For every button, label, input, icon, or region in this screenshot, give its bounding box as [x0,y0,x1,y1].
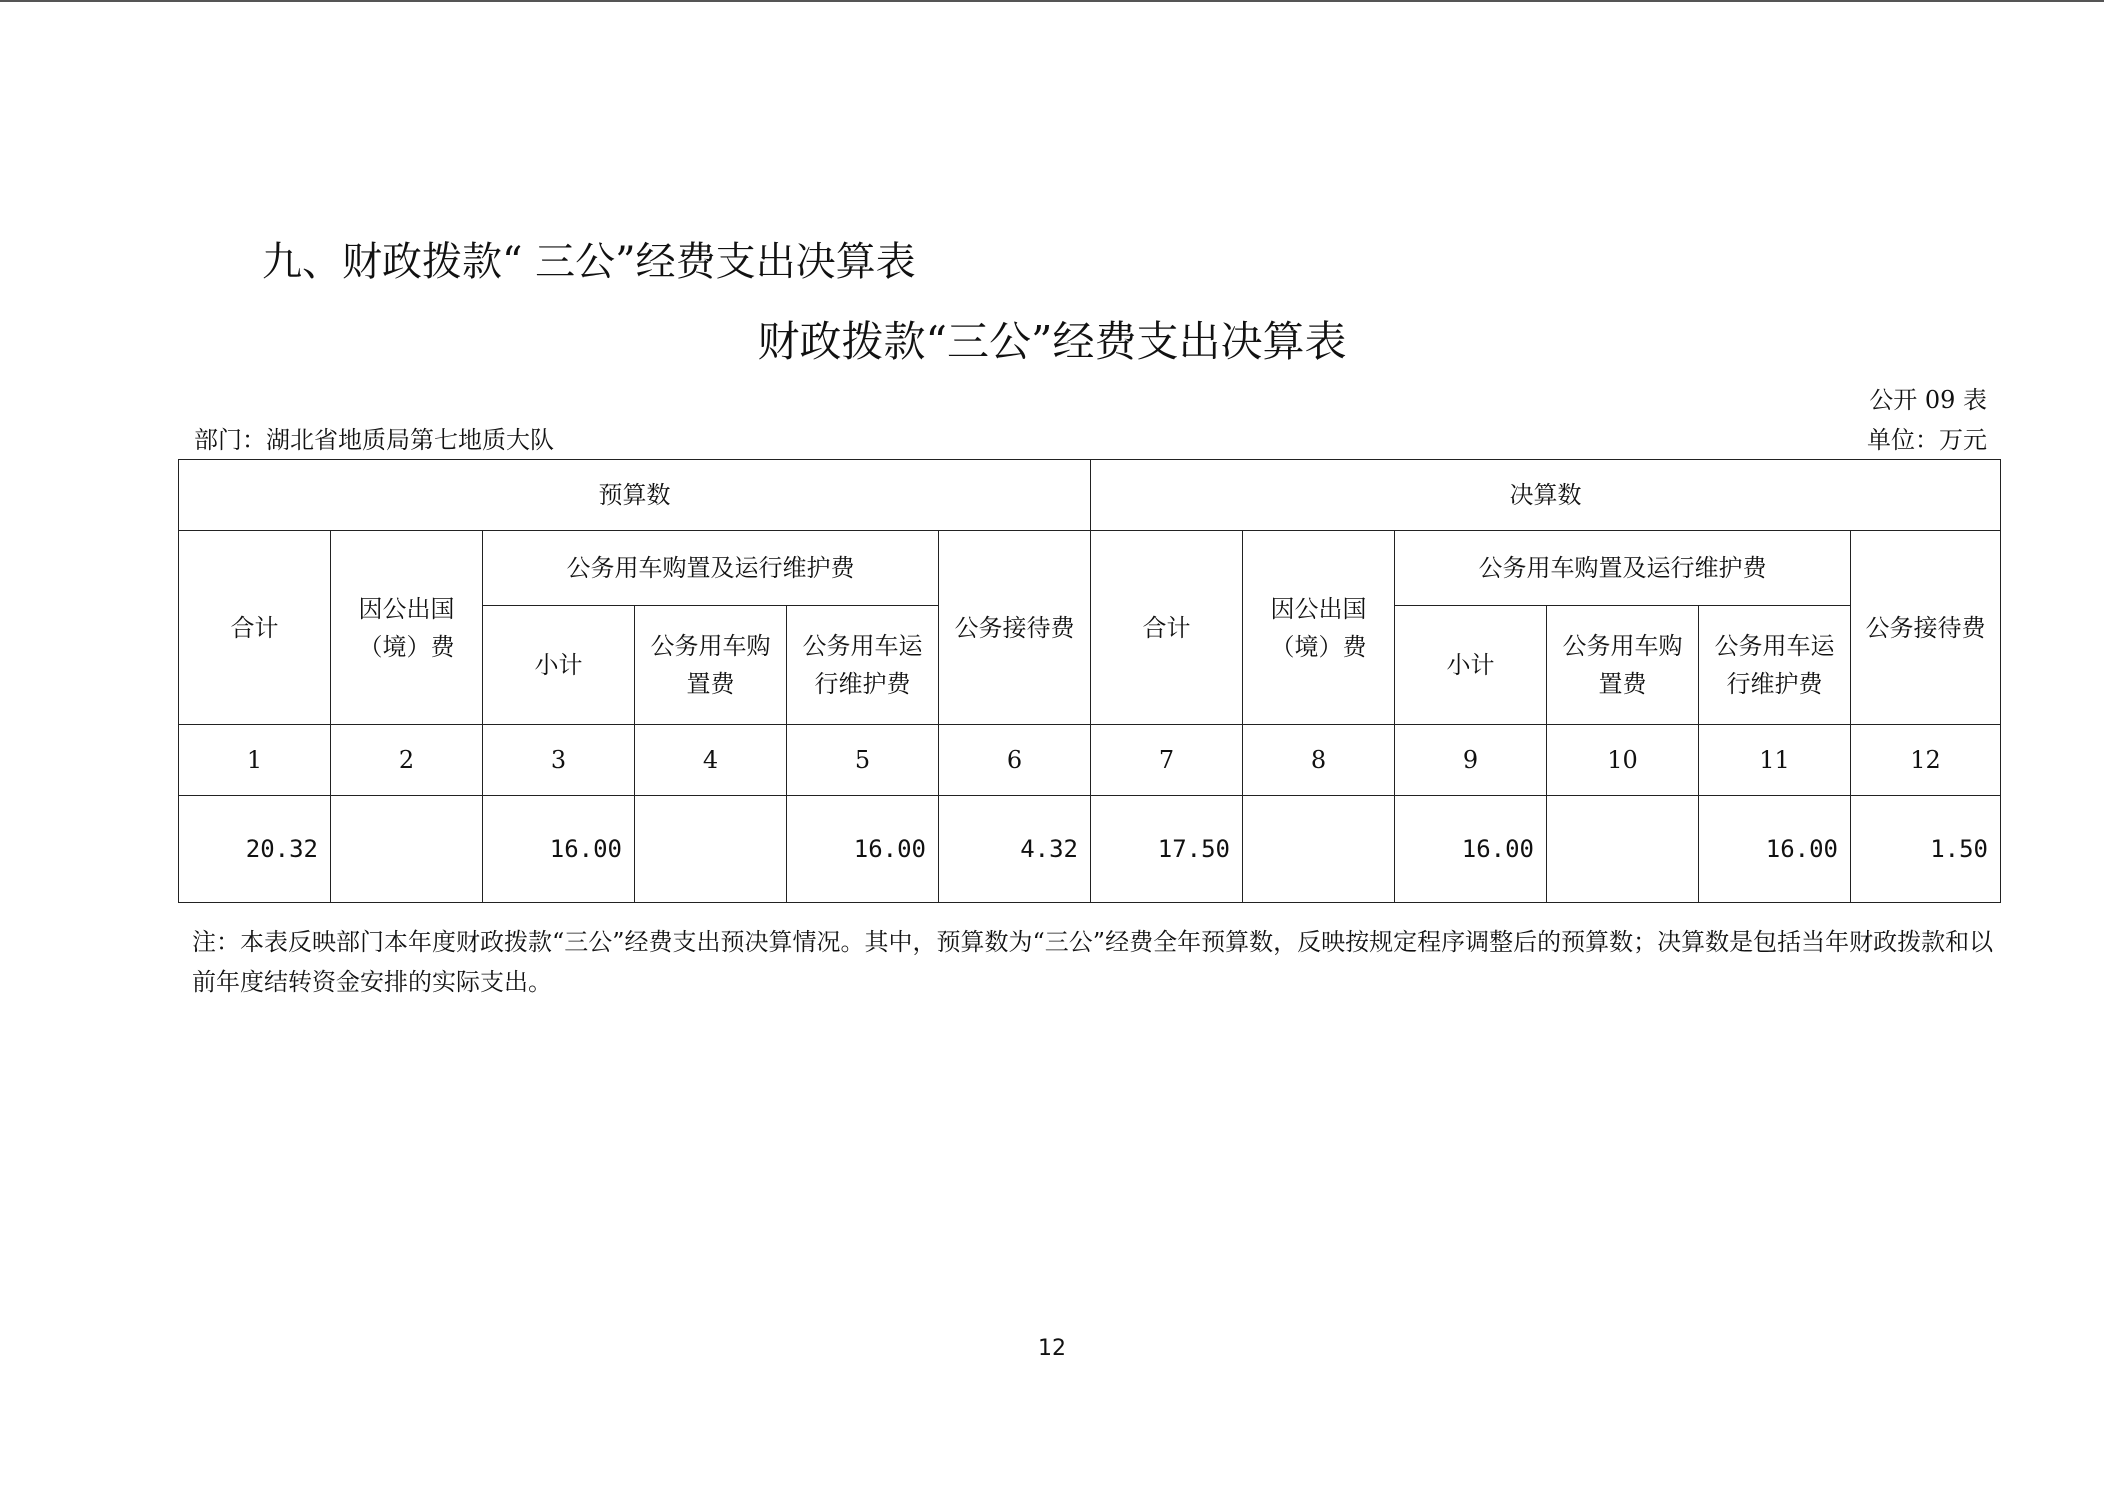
budget-purchase-header: 公务用车购置费 [635,606,787,725]
column-number: 6 [939,725,1091,796]
value-cell: 20.32 [179,796,331,903]
value-cell [1547,796,1699,903]
column-number: 12 [1851,725,2001,796]
budget-header: 预算数 [179,460,1091,531]
column-number: 8 [1243,725,1395,796]
budget-maintenance-header: 公务用车运行维护费 [787,606,939,725]
form-number: 公开 09 表 [1869,386,1987,414]
page-number: 12 [1038,1336,1066,1361]
table-title: 财政拨款“三公”经费支出决算表 [757,317,1347,366]
value-cell: 1.50 [1851,796,2001,903]
value-cell [635,796,787,903]
final-purchase-header: 公务用车购置费 [1547,606,1699,725]
value-cell: 4.32 [939,796,1091,903]
header-row-categories [179,531,2001,606]
header-row-group [179,460,2001,531]
column-number: 11 [1699,725,1851,796]
column-number-row [179,725,2001,796]
column-number: 2 [331,725,483,796]
value-cell [331,796,483,903]
column-number: 10 [1547,725,1699,796]
final-subtotal-header: 小计 [1395,606,1547,725]
final-reception-header: 公务接待费 [1851,531,2001,725]
column-number: 7 [1091,725,1243,796]
value-cell: 16.00 [787,796,939,903]
column-number: 3 [483,725,635,796]
value-cell: 16.00 [1395,796,1547,903]
value-cell: 16.00 [483,796,635,903]
column-number: 1 [179,725,331,796]
budget-vehicle-header: 公务用车购置及运行维护费 [483,531,939,606]
expenditure-table [178,459,2001,903]
budget-total-header: 合计 [179,531,331,725]
budget-abroad-header: 因公出国（境）费 [331,531,483,725]
budget-subtotal-header: 小计 [483,606,635,725]
department-label: 部门：湖北省地质局第七地质大队 [194,426,554,454]
table-note: 注：本表反映部门本年度财政拨款“三公”经费支出预决算情况。其中，预算数为“三公”经费全年预算数，反映按规定程序调整后的预算数；决算数是包括当年财政拨款和以前年度结转资金安排的实际支出。 [192,928,1994,996]
final-maintenance-header: 公务用车运行维护费 [1699,606,1851,725]
final-vehicle-header: 公务用车购置及运行维护费 [1395,531,1851,606]
column-number: 5 [787,725,939,796]
column-number: 9 [1395,725,1547,796]
budget-reception-header: 公务接待费 [939,531,1091,725]
final-abroad-header: 因公出国（境）费 [1243,531,1395,725]
top-border-line [0,0,2104,2]
final-header: 决算数 [1091,460,2001,531]
column-number: 4 [635,725,787,796]
value-cell: 16.00 [1699,796,1851,903]
data-row [179,796,2001,903]
value-cell: 17.50 [1091,796,1243,903]
value-cell [1243,796,1395,903]
unit-label: 单位：万元 [1867,426,1987,454]
section-title: 九、财政拨款“ 三公”经费支出决算表 [262,239,916,285]
final-total-header: 合计 [1091,531,1243,725]
